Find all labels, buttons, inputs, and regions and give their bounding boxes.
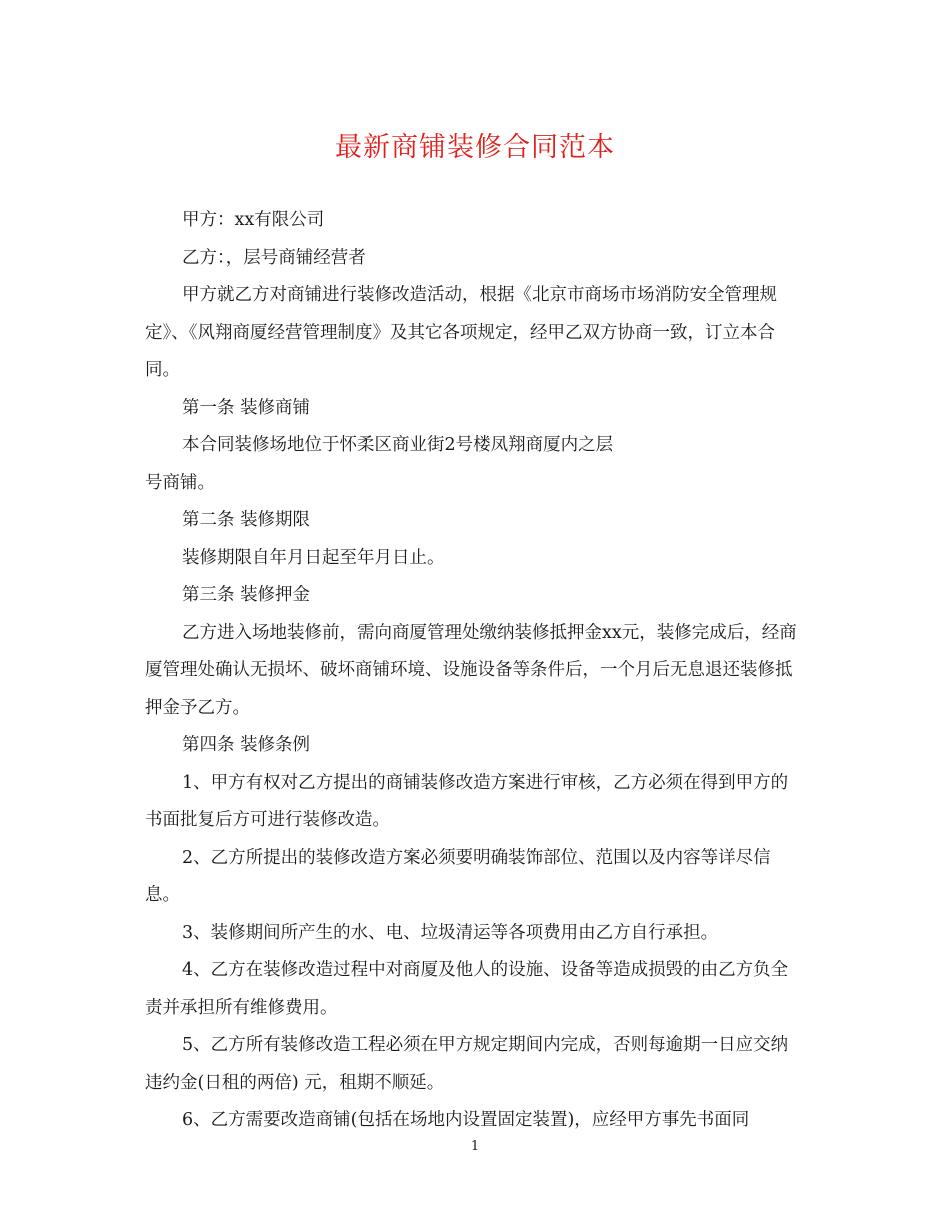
article-2-text: 装修期限自年月日起至年月日止。	[182, 547, 445, 568]
article-4-item-3: 3、装修期间所产生的水、电、垃圾清运等各项费用由乙方自行承担。	[182, 922, 719, 943]
page-number: 1	[470, 1139, 480, 1154]
article-3-text: 乙方进入场地装修前，需向商厦管理处缴纳装修抵押金xx元，装修完成后，经商厦管理处确认无损坏、破坏商铺环境、设施设备等条件后，一个月后无息退还装修抵押金予乙方。	[145, 622, 797, 718]
article-1-heading: 第一条 装修商铺	[182, 397, 311, 418]
preamble-paragraph: 甲方就乙方对商铺进行装修改造活动，根据《北京市商场市场消防安全管理规定》、《风翔商厦经营管理制度》及其它各项规定，经甲乙双方协商一致，订立本合同。	[145, 285, 777, 380]
article-3-heading: 第三条 装修押金	[182, 585, 311, 605]
article-4-item-2: 2、乙方所提出的装修改造方案必须要明确装饰部位、范围以及内容等详尽信息。	[145, 847, 771, 905]
article-4-heading: 第四条 装修条例	[182, 735, 311, 755]
article-1-text-continued: 号商铺。	[145, 472, 215, 493]
document-title: 最新商铺装修合同范本	[335, 132, 615, 163]
article-4-item-5: 5、乙方所有装修改造工程必须在甲方规定期间内完成，否则每逾期一日应交纳违约金(日租的两倍) 元，租期不顺延。	[145, 1035, 789, 1093]
article-2-heading: 第二条 装修期限	[182, 510, 311, 530]
article-4-item-4: 4、乙方在装修改造过程中对商厦及他人的设施、设备等造成损毁的由乙方负全责并承担所有维修费用。	[145, 960, 789, 1018]
article-4-item-1: 1、甲方有权对乙方提出的商铺装修改造方案进行审核，乙方必须在得到甲方的书面批复后方可进行装修改造。	[145, 772, 789, 830]
party-a-line: 甲方：xx有限公司	[182, 210, 325, 230]
party-b-line: 乙方：，层号商铺经营者	[182, 247, 366, 268]
article-4-item-6: 6、乙方需要改造商铺(包括在场地内设置固定装置)，应经甲方事先书面同	[182, 1110, 750, 1130]
article-1-text: 本合同装修场地位于怀柔区商业街2号楼凤翔商厦内之层	[182, 435, 614, 455]
document-body	[145, 202, 805, 1140]
